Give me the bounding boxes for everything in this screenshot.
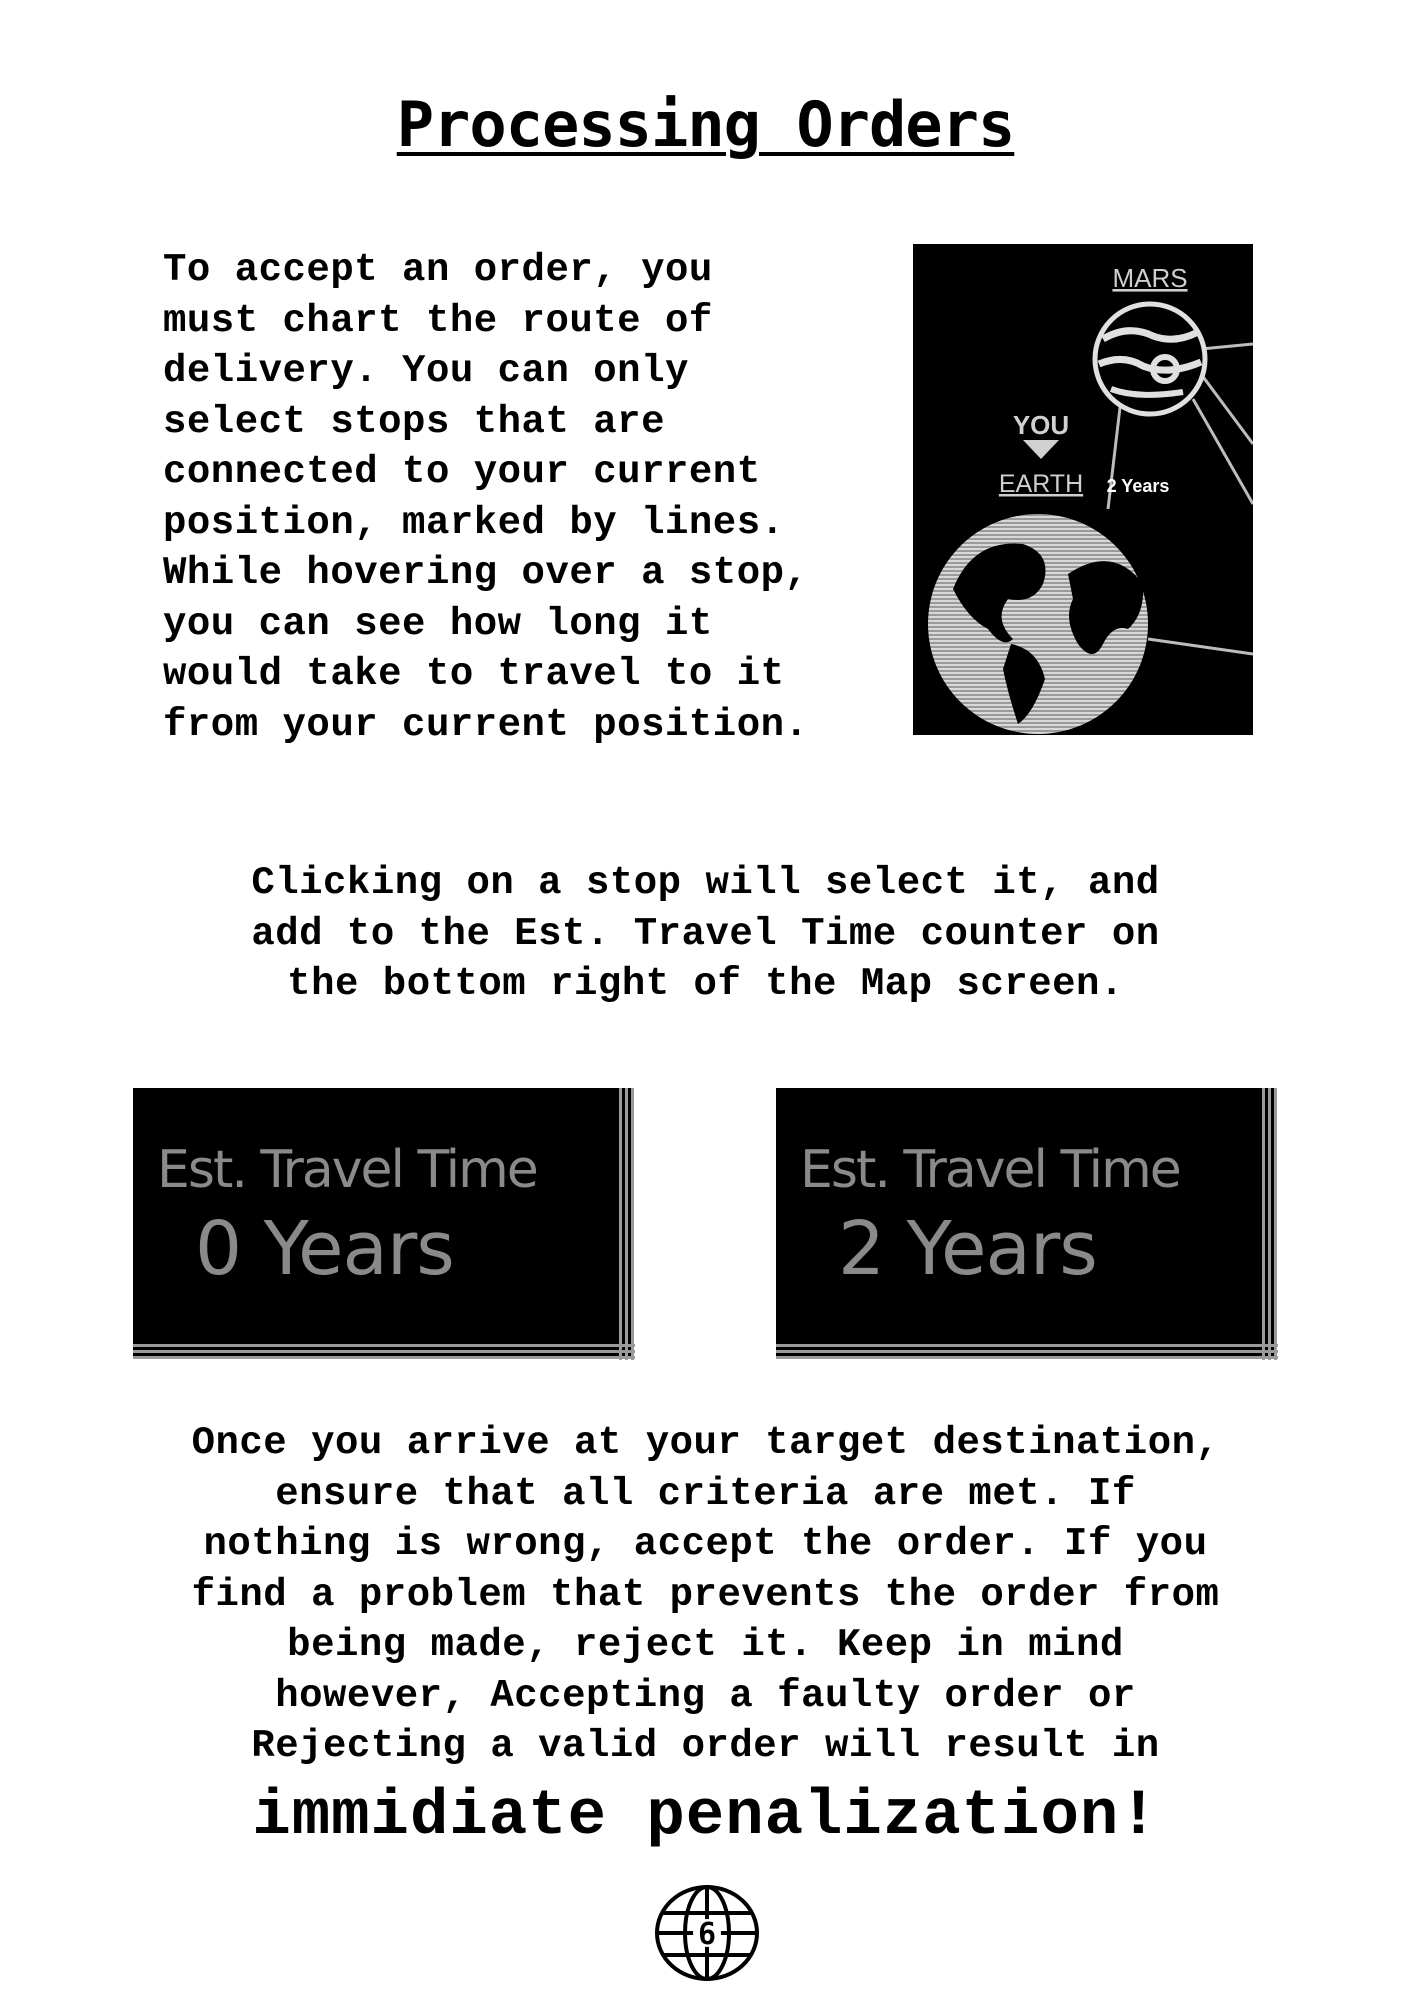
map-screenshot <box>913 244 1253 735</box>
travel-time-value: 0 Years <box>195 1206 454 1292</box>
earth-label: EARTH <box>998 470 1084 498</box>
mars-label: MARS <box>1112 263 1188 293</box>
mars-planet-icon[interactable] <box>1095 304 1205 414</box>
travel-time-panel-two <box>776 1088 1278 1360</box>
page-title: Processing Orders <box>396 88 1015 161</box>
page-number: 6 <box>697 1917 717 1952</box>
travel-time-tooltip: 2 Years <box>1106 476 1170 496</box>
selection-paragraph: Clicking on a stop will select it, and add to the Est. Travel Time counter on the bottom right of the Map screen. <box>251 861 1160 1006</box>
map-illustration <box>913 244 1253 735</box>
intro-paragraph: To accept an order, you must chart the route of delivery. You can only select stops that are connected to your current position, marked by lines. While hovering over a stop, you can see how long it would take to travel to it from your current position. <box>163 248 809 747</box>
travel-time-label: Est. Travel Time <box>157 1140 537 1200</box>
travel-time-panel-zero <box>133 1088 635 1360</box>
travel-time-value: 2 Years <box>838 1206 1097 1292</box>
you-arrow-icon <box>1023 440 1059 459</box>
page-number-badge <box>652 1883 762 1983</box>
arrival-paragraph: Once you arrive at your target destination, ensure that all criteria are met. If nothing is wrong, accept the order. If you find a problem that prevents the order from being made, reject it. Keep in mind however, Accepting a faulty order or Rejecting a valid order will result in <box>191 1421 1220 1768</box>
globe-icon <box>652 1883 762 1983</box>
penalty-warning: immidiate penalization! <box>252 1781 1159 1853</box>
travel-time-label: Est. Travel Time <box>800 1140 1180 1200</box>
you-label: YOU <box>1012 410 1070 440</box>
earth-planet-icon[interactable] <box>928 514 1148 734</box>
